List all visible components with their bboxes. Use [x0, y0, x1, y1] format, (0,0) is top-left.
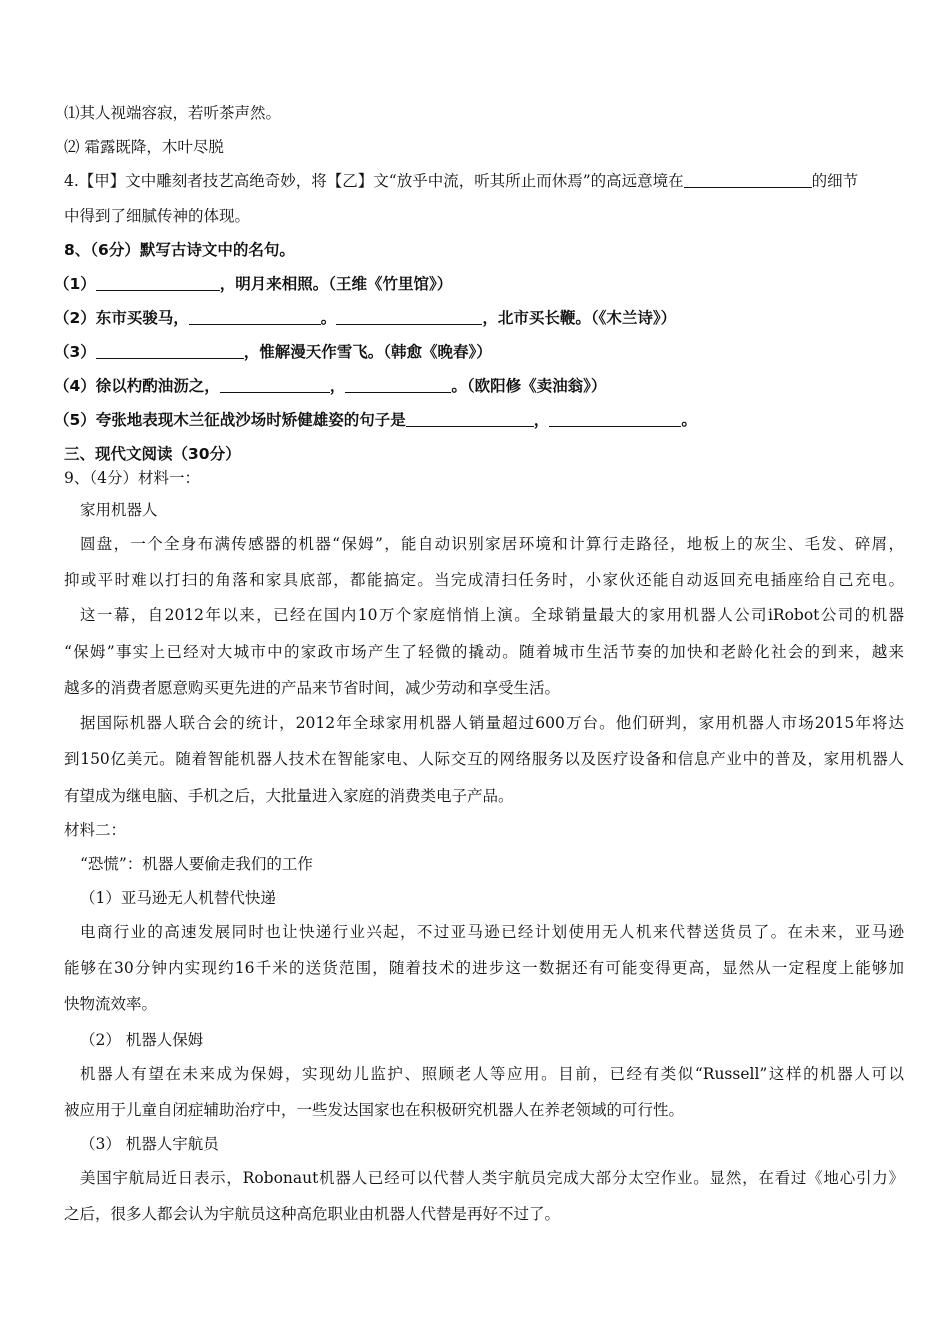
item-number: （3）	[54, 343, 96, 361]
item-text: ，明月来相照。（王维《竹里馆》）	[219, 275, 453, 293]
question-4-continued: 中得到了细腻传神的体现。	[64, 207, 251, 225]
item-number: （1）	[54, 275, 96, 293]
material-2-label: 材料二：	[64, 821, 127, 839]
paragraph-line: 快物流效率。	[64, 995, 158, 1013]
question-8-heading: 8、（6分）默写古诗文中的名句。	[64, 241, 295, 259]
answer-blank[interactable]	[336, 309, 482, 325]
answer-blank[interactable]	[406, 411, 534, 427]
paragraph-line: 越多的消费者愿意购买更先进的产品来节省时间，减少劳动和享受生活。	[64, 679, 561, 697]
paragraph-line: 美国宇航局近日表示，Robonaut机器人已经可以代替人类宇航员完成大部分太空作业。显然，在看过《地心引力》	[80, 1169, 904, 1187]
answer-blank[interactable]	[345, 377, 451, 393]
paragraph-line: 据国际机器人联合会的统计，2012年全球家用机器人销量超过600万台。他们研判，家用机器人市场2015年将达	[80, 714, 904, 732]
item-text: 。	[320, 309, 337, 327]
item-text: ，惟解漫天作雪飞。（韩愈《晚春》）	[243, 343, 492, 361]
item-text: 。	[681, 411, 697, 429]
paragraph-line: 到150亿美元。随着智能机器人技术在智能家电、人际交互的网络服务以及医疗设备和信息产业中的普及，家用机器人	[64, 750, 904, 768]
item-text: ，北市买长鞭。（《木兰诗》）	[482, 309, 677, 327]
item-text: （2）东市买骏马，	[54, 309, 189, 327]
paragraph-line: 能够在30分钟内实现约16千米的送货范围，随着技术的进步这一数据还有可能变得更高，显然从一定程度上能够加	[64, 959, 904, 977]
recitation-line-2	[54, 308, 910, 328]
subsection-2-title: （2） 机器人保姆	[80, 1031, 204, 1049]
paragraph-line: 被应用于儿童自闭症辅助治疗中，一些发达国家也在积极研究机器人在养老领域的可行性。	[64, 1101, 685, 1119]
item-text: 。（欧阳修《卖油翁》）	[451, 377, 607, 395]
translation-item-1: ⑴其人视端容寂，若听茶声然。	[64, 104, 282, 122]
paragraph-line: 圆盘，一个全身布满传感器的机器“保姆”，能自动识别家居环境和计算行走路径，地板上的灰尘、毛发、碎屑，	[80, 535, 904, 553]
paragraph-line: 之后，很多人都会认为宇航员这种高危职业由机器人代替是再好不过了。	[64, 1205, 561, 1223]
subsection-3-title: （3） 机器人宇航员	[80, 1135, 219, 1153]
paragraph-line: 机器人有望在未来成为保姆，实现幼儿监护、照顾老人等应用。目前，已经有类似“Russell”这样的机器人可以	[80, 1065, 904, 1083]
answer-blank[interactable]	[189, 309, 321, 325]
item-text: ，	[329, 377, 346, 395]
paragraph-line: “保姆”事实上已经对大城市中的家政市场产生了轻微的撬动。随着城市生活节奏的加快和老龄化社会的到来，越来	[64, 643, 904, 661]
material-1-title: 家用机器人	[80, 501, 158, 519]
paragraph-line: 电商行业的高速发展同时也让快递行业兴起，不过亚马逊已经计划使用无人机来代替送货员了。在未来，亚马逊	[80, 923, 904, 941]
material-2-title: “恐慌”：机器人要偷走我们的工作	[80, 855, 313, 873]
answer-blank[interactable]	[684, 172, 812, 188]
item-text: ，	[533, 411, 550, 429]
answer-blank[interactable]	[220, 377, 330, 393]
question-4	[64, 171, 910, 191]
paragraph-line: 这一幕，自2012年以来，已经在国内10万个家庭悄悄上演。全球销量最大的家用机器人公司iRobot公司的机器	[80, 606, 904, 624]
section-3-heading: 三、现代文阅读（30分）	[64, 445, 241, 463]
question-4-text: 4.【甲】文中雕刻者技艺高绝奇妙，将【乙】文“放乎中流，听其所止而休焉”的高远意境在	[64, 172, 684, 190]
answer-blank[interactable]	[96, 275, 220, 291]
recitation-line-3	[54, 342, 910, 362]
recitation-line-1	[54, 274, 910, 294]
translation-item-2: ⑵ 霜露既降，木叶尽脱	[64, 138, 224, 156]
item-text: （5）夸张地表现木兰征战沙场时矫健雄姿的句子是	[54, 411, 406, 429]
paragraph-line: 抑或平时难以打扫的角落和家具底部，都能搞定。当完成清扫任务时，小家伙还能自动返回充电插座给自己充电。	[64, 571, 904, 589]
question-9-label: 9、（4分）材料一：	[64, 469, 200, 487]
paragraph-line: 有望成为继电脑、手机之后，大批量进入家庭的消费类电子产品。	[64, 787, 514, 805]
question-4-text-end: 的细节	[811, 172, 859, 190]
answer-blank[interactable]	[96, 343, 244, 359]
recitation-line-5	[54, 410, 910, 430]
subsection-1-title: （1）亚马逊无人机替代快递	[80, 889, 276, 907]
answer-blank[interactable]	[549, 411, 681, 427]
recitation-line-4	[54, 376, 910, 396]
item-text: （4）徐以杓酌油沥之，	[54, 377, 220, 395]
